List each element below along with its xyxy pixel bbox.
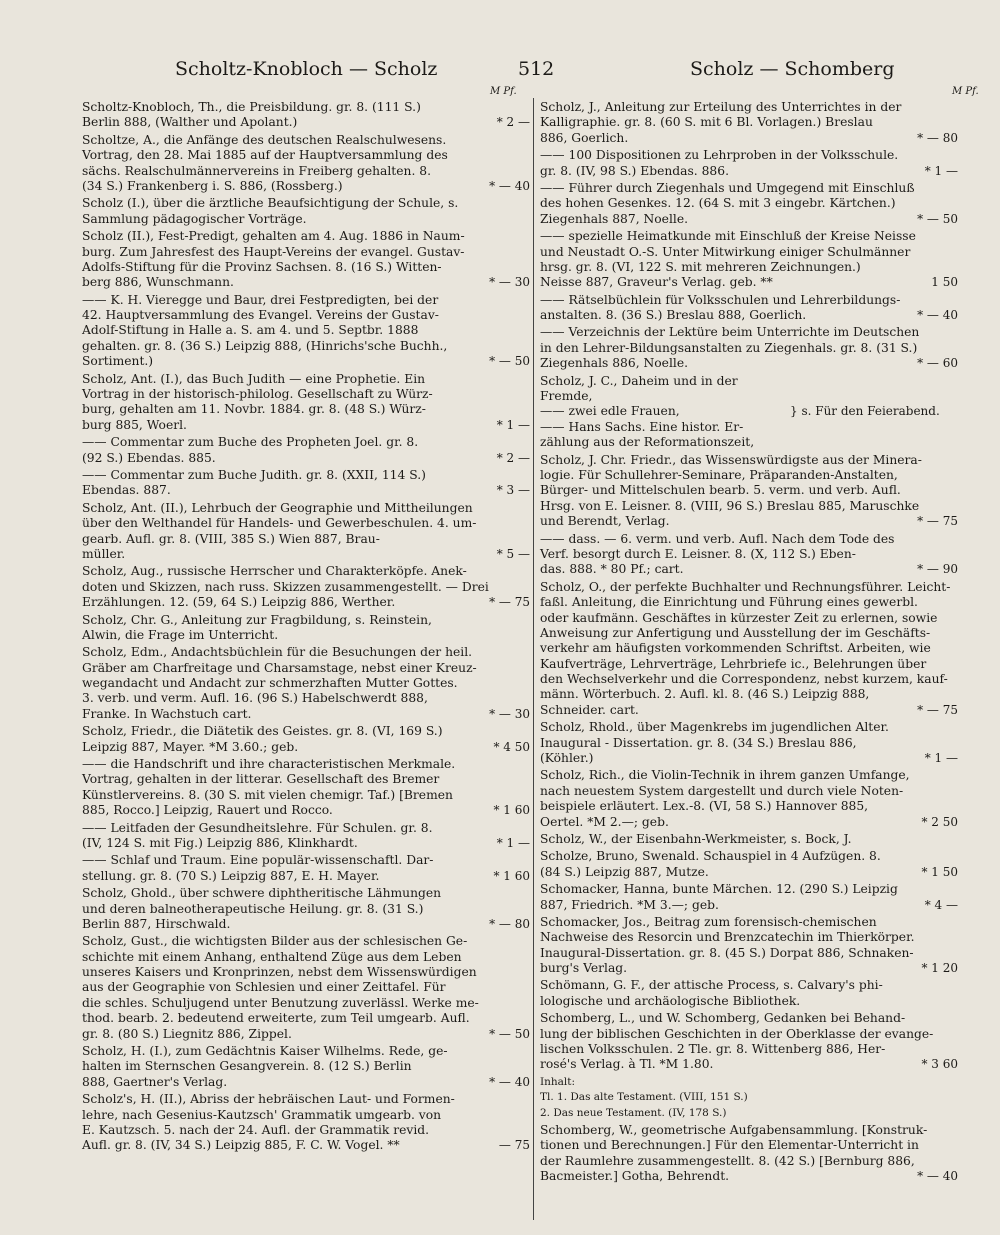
entry-line: Schömann, G. F., der attische Process, s. Calvary's phi- [540,978,883,993]
entry-line: lung der biblischen Geschichten in der Oberklasse der evange- [540,1026,934,1041]
entry-line: Scholz's, H. (II.), Abriss der hebräischen Laut- und Formen- [82,1092,455,1107]
entry-line: unseres Kaisers und Kronprinzen, nebst dem Wissenswürdigen [82,965,477,980]
entry-line: Sortiment.) * — 50 [82,354,530,369]
entry-price: * 1 — [496,417,530,432]
bibliography-entry [82,196,518,227]
bibliography-entry [82,645,530,722]
bibliography-entry [82,1044,530,1090]
entry-line: Scholtze, A., die Anfänge des deutschen Realschulwesens. [82,132,447,147]
entry-line: Hrsg. von E. Leisner. 8. (VIII, 96 S.) Breslau 885, Maruschke [540,498,920,513]
bibliography-entry [540,1123,958,1185]
entry-line: Ziegenhals 887, Noelle. * — 50 [540,211,958,226]
entry-price: * 1 20 [921,961,958,976]
entry-line: Scholz, Gust., die wichtigsten Bilder aus der schlesischen Ge- [82,934,468,949]
entry-line: Scholze, Bruno, Swenald. Schauspiel in 4 Aufzügen. 8. [540,849,881,864]
entry-price: * — 75 [917,702,958,717]
entry-line: rosé's Verlag. à Tl. *M 1.80. * 3 60 [540,1057,958,1072]
entry-line: Adolfs-Stiftung für die Provinz Sachsen. 8. (16 S.) Witten- [82,259,442,274]
entry-line: Nachweise des Resorcin und Brenzcatechin im Thierkörper. [540,930,915,945]
bibliography-entry [82,1092,530,1154]
entry-line: Inhalt: [540,1075,576,1088]
bibliography-entry [82,853,530,884]
entry-price: * 1 50 [921,864,958,879]
entry-price: * — 40 [917,1169,958,1184]
entry-line: schichte mit einem Anhang, enthaltend Züge aus dem Leben [82,949,462,964]
entry-line: E. Kautzsch. 5. nach der 24. Aufl. der Grammatik revid. [82,1123,430,1137]
bibliography-entry [82,934,530,1042]
entry-line: verkehr am häufigsten vorkommenden Schriftst. Arbeiten, wie [540,641,931,656]
entry-price: 1 50 [931,275,958,290]
entry-line: Scholz, W., der Eisenbahn-Werkmeister, s. Bock, J. [540,831,852,846]
bibliography-entry [540,1011,958,1073]
bibliography-entry [82,820,530,852]
entry-line: gearb. Aufl. gr. 8. (VIII, 385 S.) Wien 887, Brau- [82,531,380,546]
entry-line: Inaugural - Dissertation. gr. 8. (34 S.) Breslau 886, [540,735,857,750]
entry-line: burg 885, Woerl. * 1 — [82,417,530,432]
entry-line: Schneider. cart. * — 75 [540,702,958,717]
bibliography-entry [82,467,530,499]
entry-line: sächs. Realschulmännervereins in Freiberg gehalten. 8. [82,163,431,178]
entry-line: Scholz, Aug., russische Herrscher und Charakterköpfe. Anek- [82,564,467,579]
entry-line: Berlin 887, Hirschwald. * — 80 [82,916,530,931]
entry-line: Künstlervereins. 8. (30 S. mit vielen chemigr. Taf.) [Bremen [82,787,453,802]
entry-line: Kaufverträge, Lehrverträge, Lehrbriefe ic., Belehrungen über [540,656,927,671]
entry-line: müller. * 5 — [82,546,530,561]
entry-price: * — 40 [917,308,958,323]
entry-line: faßl. Anleitung, die Einrichtung und Führung eines gewerbl. [540,595,918,610]
price-marker-left: M Pf. [490,86,517,97]
bibliography-entry [82,724,530,755]
entry-line: über den Welthandel für Handels- und Gewerbeschulen. 4. um- [82,516,477,531]
entry-line: Fremde, [540,389,593,404]
entry-line: (Köhler.) * 1 — [540,751,958,766]
entry-line: (84 S.) Leipzig 887, Mutze. * 1 50 [540,864,958,879]
entry-line: berg 886, Wunschmann. * — 30 [82,275,530,290]
bibliography-entry [82,371,530,434]
bibliography-entry [540,978,958,1009]
entry-line: 887, Friedrich. *M 3.—; geb. * 4 — [540,897,958,912]
entry-line: Verf. besorgt durch E. Leisner. 8. (X, 112 S.) Eben- [540,546,856,561]
bibliography-entry [540,849,958,880]
entry-line: 3. verb. und verm. Aufl. 16. (96 S.) Habelschwerdt 888, [82,691,428,706]
entry-line: und Berendt, Verlag. * — 75 [540,514,958,529]
entry-line: in den Lehrer-Bildungsanstalten zu Ziegenhals. gr. 8. (31 S.) [540,340,918,355]
entry-line: —— Verzeichnis der Lektüre beim Unterrichte im Deutschen [540,325,920,340]
entry-price: * 3 60 [921,1057,958,1072]
bibliography-entry [540,229,958,291]
entry-price: * 1 — [496,835,530,850]
bibliography-entry [540,532,958,578]
entry-line: —— Hans Sachs. Eine histor. Er- [540,419,744,434]
entry-line: und deren balneotherapeutische Heilung. gr. 8. (31 S.) [82,901,424,916]
entry-line: oder kaufmänn. Geschäftes in kürzester Zeit zu erlernen, sowie [540,610,938,625]
entry-line: Ziegenhals 886, Noelle. * — 60 [540,356,958,371]
entry-price: * 2 — [496,115,530,130]
entry-price: * — 60 [917,356,958,371]
entry-line: Neisse 887, Graveur's Verlag. geb. ** 1 50 [540,275,958,290]
entry-line: 42. Hauptversammlung des Evangel. Vereins der Gustav- [82,308,439,323]
bibliography-entry [540,453,958,530]
entry-line: der Raumlehre zusammengestellt. 8. (42 S.) [Bernburg 886, [540,1153,915,1168]
entry-line: —— Leitfaden der Gesundheitslehre. Für Schulen. gr. 8. [82,820,433,835]
entry-price: * 4 — [924,897,958,912]
bibliography-entry [540,768,958,830]
entry-price: * 1 60 [493,868,530,883]
bibliography-entry [82,435,530,466]
entry-price: * — 30 [489,275,530,290]
entry-line: burg, gehalten am 11. Novbr. 1884. gr. 8. (48 S.) Würz- [82,402,426,417]
entry-price: * 1 60 [493,803,530,818]
entry-line: Scholz, J., Anleitung zur Erteilung des Unterrichtes in der [540,100,902,114]
entry-line: burg's Verlag. * 1 20 [540,961,958,976]
bibliography-entry [540,832,958,847]
entry-line: Ebendas. 887. * 3 — [82,483,530,498]
entry-line: Anweisung zur Anfertigung und Ausstellung der im Geschäfts- [540,625,931,640]
entry-line: Erzählungen. 12. (59, 64 S.) Leipzig 886, Werther. * — 75 [82,595,530,610]
entry-price: * — 40 [489,178,530,193]
bibliography-entry [540,720,958,766]
entry-price: * — 75 [917,514,958,529]
right-column [540,100,958,1230]
entry-price: * 1 — [924,163,958,178]
entry-line: Vortrag in der historisch-philolog. Gesellschaft zu Würz- [82,387,433,402]
entry-line: Scholz, J. Chr. Friedr., das Wissenswürdigste aus der Minera- [540,452,922,467]
entry-line: Gräber am Charfreitage und Charsamstage, nebst einer Kreuz- [82,660,477,675]
entry-line: lischen Volksschulen. 2 Tle. gr. 8. Wittenberg 886, Her- [540,1042,886,1057]
entry-line: doten und Skizzen, nach russ. Skizzen zusammengestellt. — Drei [82,579,489,594]
entry-line: anstalten. 8. (36 S.) Breslau 888, Goerlich. * — 40 [540,308,958,323]
entry-line: —— Schlaf und Traum. Eine populär-wissenschaftl. Dar- [82,853,434,868]
entry-line: Scholz, J. C., Daheim und in der [540,373,738,388]
entry-line: die schles. Schuljugend unter Benutzung zuverlässl. Werke me- [82,995,479,1010]
entry-line: Scholz, Chr. G., Anleitung zur Fragbildung, s. Reinstein, [82,612,432,627]
bibliography-entry [540,100,958,146]
entry-line: Scholz, H. (I.), zum Gedächtnis Kaiser Wilhelms. Rede, ge- [82,1044,448,1059]
entry-line: und Neustadt O.-S. Unter Mitwirkung einiger Schulmänner [540,244,911,259]
entry-line: Scholz, O., der perfekte Buchhalter und Rechnungsführer. Leicht- [540,579,951,594]
entry-line: —— dass. — 6. verm. und verb. Aufl. Nach dem Tode des [540,531,895,546]
entry-price: * — 80 [489,916,530,931]
entry-line: thod. bearb. 2. bedeutend erweiterte, zum Teil umgearb. Aufl. [82,1011,470,1026]
bibliography-entry [82,500,530,563]
bibliography-entry [540,148,958,179]
entry-line: Vortrag, den 28. Mai 1885 auf der Hauptversammlung des [82,148,448,163]
entry-line: 888, Gaertner's Verlag. * — 40 [82,1074,530,1089]
entry-line: Scholz, Rhold., über Magenkrebs im jugendlichen Alter. [540,720,889,735]
entry-line: das. 888. * 80 Pf.; cart. * — 90 [540,562,958,577]
entry-line: burg. Zum Jahresfest des Haupt-Vereins der evangel. Gustav- [82,244,465,259]
bibliography-entry [82,132,530,195]
entry-line: —— die Handschrift und ihre characteristischen Merkmale. [82,757,456,772]
entry-price: * 3 — [496,483,530,498]
entry-line: lologische und archäologische Bibliothek. [540,993,801,1008]
entry-price: * — 75 [489,595,530,610]
entry-line: gr. 8. (80 S.) Liegnitz 886, Zippel. * — 50 [82,1026,530,1041]
entry-line: 885, Rocco.] Leipzig, Rauert und Rocco. * 1 60 [82,803,530,818]
bibliography-entry [540,374,958,451]
entry-line: Schomberg, W., geometrische Aufgabensammlung. [Konstruk- [540,1123,928,1137]
entry-line: aus der Geographie von Schlesien und einer Zeittafel. Für [82,980,446,995]
left-column [82,100,530,1230]
entry-price: * — 40 [489,1074,530,1089]
entry-line: Scholtz-Knobloch, Th., die Preisbildung. gr. 8. (111 S.) [82,100,421,114]
entry-line: Schomacker, Jos., Beitrag zum forensisch-chemischen [540,914,877,929]
entry-line: —— zwei edle Frauen, [540,404,680,419]
bibliography-entry [540,181,958,227]
entry-line: stellung. gr. 8. (70 S.) Leipzig 887, E. H. Mayer. * 1 60 [82,868,530,883]
bibliography-entry [540,915,958,977]
brace-note: } s. Für den Feierabend. [790,403,940,418]
entry-line: 886, Goerlich. * — 80 [540,130,958,145]
entry-line: Inaugural-Dissertation. gr. 8. (45 S.) Dorpat 886, Schnaken- [540,945,914,960]
price-marker-right: M Pf. [952,86,979,97]
header-left-title: Scholtz-Knobloch — Scholz [175,58,438,80]
bibliography-entry [540,325,958,371]
entry-line: Tl. 1. Das alte Testament. (VIII, 151 S.) [540,1091,748,1104]
entry-line: Scholz (I.), über die ärztliche Beaufsichtigung der Schule, s. [82,196,459,211]
entry-price: * 1 — [924,751,958,766]
entry-line: wegandacht und Andacht zur schmerzhaften Mutter Gottes. [82,676,458,691]
column-divider [533,98,534,1220]
entry-line: —— Führer durch Ziegenhals und Umgegend mit Einschluß [540,180,915,195]
entry-line: Vortrag, gehalten in der litterar. Gesellschaft des Bremer [82,772,440,787]
entry-line: Kalligraphie. gr. 8. (60 S. mit 6 Bl. Vorlagen.) Breslau [540,115,873,130]
entry-line: Berlin 888, (Walther und Apolant.) * 2 — [82,115,530,130]
entry-price: * 5 — [496,546,530,561]
bibliography-entry [82,564,530,610]
entry-price: * 4 50 [493,739,530,754]
entry-line: Oertel. *M 2.—; geb. * 2 50 [540,814,958,829]
entry-line: Scholz, Ant. (I.), das Buch Judith — eine Prophetie. Ein [82,371,426,386]
running-header [0,58,1000,88]
bibliography-entry [540,1075,958,1121]
entry-line: —— 100 Dispositionen zu Lehrproben in der Volksschule. [540,148,899,163]
entry-line: —— Commentar zum Buche des Propheten Joel. gr. 8. [82,435,419,450]
entry-line: Aufl. gr. 8. (IV, 34 S.) Leipzig 885, F. C. W. Vogel. ** — 75 [82,1138,530,1153]
entry-line: —— spezielle Heimatkunde mit Einschluß der Kreise Neisse [540,229,916,244]
entry-price: * — 50 [917,211,958,226]
entry-line: —— Commentar zum Buche Judith. gr. 8. (XXII, 114 S.) [82,467,426,482]
entry-line: lehre, nach Gesenius-Kautzsch' Grammatik umgearb. von [82,1107,442,1122]
entry-price: * — 50 [489,1026,530,1041]
entry-line: Adolf-Stiftung in Halle a. S. am 4. und 5. Septbr. 1888 [82,323,419,338]
entry-line: Scholz, Ghold., über schwere diphtheritische Lähmungen [82,886,442,901]
bibliography-entry [82,292,530,370]
page-number: 512 [518,58,555,80]
bibliography-entry [82,229,530,291]
entry-line: (34 S.) Frankenberg i. S. 886, (Rossberg.) * — 40 [82,178,530,193]
entry-price: * — 50 [489,354,530,369]
bibliography-entry [540,293,958,324]
entry-line: Schomacker, Hanna, bunte Märchen. 12. (290 S.) Leipzig [540,882,898,897]
entry-line: —— Rätselbüchlein für Volksschulen und Lehrerbildungs- [540,292,901,307]
entry-line: gr. 8. (IV, 98 S.) Ebendas. 886. * 1 — [540,163,958,178]
entry-line: Leipzig 887, Mayer. *M 3.60.; geb. * 4 50 [82,739,530,754]
entry-line: beispiele erläutert. Lex.-8. (VI, 58 S.) Hannover 885, [540,799,869,814]
entry-line: Franke. In Wachstuch cart. * — 30 [82,706,530,721]
entry-line: Sammlung pädagogischer Vorträge. [82,211,307,226]
header-right-title: Scholz — Schomberg [690,58,895,80]
bibliography-entry [82,757,530,819]
entry-line: tionen und Berechnungen.] Für den Elementar-Unterricht in [540,1138,919,1153]
bibliography-entry [82,613,518,644]
entry-price: * — 90 [917,562,958,577]
bibliography-entry [540,882,958,913]
entry-line: Scholz, Ant. (II.), Lehrbuch der Geographie und Mittheilungen [82,500,473,515]
entry-line: Bürger- und Mittelschulen bearb. 5. verm. und verb. Aufl. [540,483,901,498]
entry-line: (IV, 124 S. mit Fig.) Leipzig 886, Klinkhardt. * 1 — [82,835,530,850]
entry-line: hrsg. gr. 8. (VI, 122 S. mit mehreren Zeichnungen.) [540,259,861,274]
entry-price: * 2 50 [921,814,958,829]
entry-line: Schomberg, L., und W. Schomberg, Gedanken bei Behand- [540,1011,906,1026]
entry-line: halten im Sternschen Gesangverein. 8. (12 S.) Berlin [82,1059,412,1074]
entry-line: —— K. H. Vieregge und Baur, drei Festpredigten, bei der [82,292,439,307]
entry-line: logie. Für Schullehrer-Seminare, Präparanden-Anstalten, [540,467,898,482]
bibliography-entry [540,580,958,719]
entry-price: * — 80 [917,130,958,145]
entry-line: (92 S.) Ebendas. 885. * 2 — [82,450,530,465]
entry-line: nach neuestem System dargestellt und durch viele Noten- [540,783,904,798]
entry-line: Bacmeister.] Gotha, Behrendt. * — 40 [540,1169,958,1184]
entry-line: Scholz, Rich., die Violin-Technik in ihrem ganzen Umfange, [540,768,910,783]
bibliography-entry [82,100,530,131]
entry-price: — 75 [498,1138,530,1153]
entry-line: gehalten. gr. 8. (36 S.) Leipzig 888, (Hinrichs'sche Buchh., [82,338,448,353]
entry-line: den Wechselverkehr und die Correspondenz, nebst kurzem, kauf- [540,672,948,687]
entry-price: * — 30 [489,706,530,721]
entry-price: * 2 — [496,450,530,465]
entry-line: Alwin, die Frage im Unterricht. [82,627,279,642]
bibliography-entry [82,886,530,932]
entry-line: Scholz, Friedr., die Diätetik des Geistes. gr. 8. (VI, 169 S.) [82,724,443,739]
entry-line: Scholz, Edm., Andachtsbüchlein für die Besuchungen der heil. [82,645,473,660]
entry-line: Scholz (II.), Fest-Predigt, gehalten am 4. Aug. 1886 in Naum- [82,229,465,244]
entry-line: zählung aus der Reformationszeit, [540,435,755,450]
entry-line: männ. Wörterbuch. 2. Aufl. kl. 8. (46 S.) Leipzig 888, [540,687,870,702]
entry-line: des hohen Gesenkes. 12. (64 S. mit 3 eingebr. Kärtchen.) [540,196,896,211]
entry-line: 2. Das neue Testament. (IV, 178 S.) [540,1106,727,1119]
